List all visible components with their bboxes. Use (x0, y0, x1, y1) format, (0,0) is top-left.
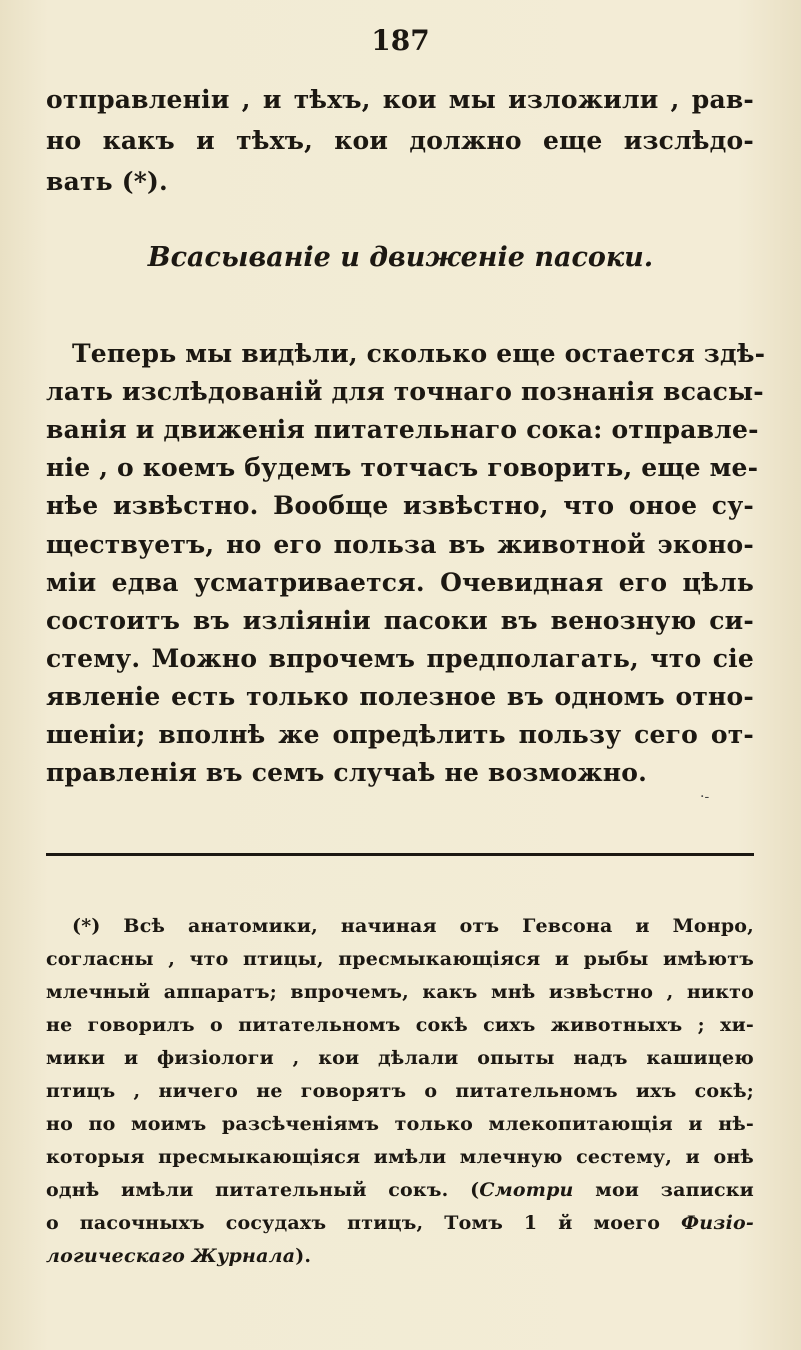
footnote-text: о пасочныхъ сосудахъ птицъ, Томъ 1 й моего (46, 1212, 661, 1234)
footnote-line: мики и физіологи , кои дѣлали опыты надъ кашицею (46, 1047, 754, 1069)
footnote-line (46, 1177, 754, 1203)
footnote-journal-italic: логическаго Журнала (46, 1245, 296, 1267)
text-line: отправленіи , и тѣхъ, кои мы изложили , рав- (46, 85, 754, 114)
paragraph-line: нѣе извѣстно. Вообще извѣстно, что оное су- (46, 491, 754, 520)
paragraph-line: шеніи; вполнѣ же опредѣлить пользу сего от- (46, 720, 754, 749)
footnote-line (46, 1243, 754, 1269)
footnote-line: которыя пресмыкающіяся имѣли млечную сестему, и онѣ (46, 1146, 754, 1168)
paragraph-line: ществуетъ, но его польза въ животной эконо- (46, 530, 754, 559)
page-number: 187 (371, 24, 430, 57)
footnote-text: мои записки (595, 1179, 754, 1201)
text-line: но какъ и тѣхъ, кои должно еще изслѣдо- (46, 126, 754, 155)
paragraph-line: Теперь мы видѣли, сколько еще остается здѣ- (72, 339, 766, 368)
footnote-journal-italic: Физіо- (681, 1212, 754, 1234)
section-heading: Всасываніе и движеніе пасоки. (147, 242, 654, 273)
footnote-line: птицъ , ничего не говорятъ о питательномъ ихъ сокѣ; (46, 1080, 754, 1102)
footnote-line: но по моимъ разсѣченіямъ только млекопитающія и нѣ- (46, 1113, 754, 1135)
footnote-line: (*) Всѣ анатомики, начиная отъ Гевсона и Монро, (72, 915, 754, 937)
footnote-text: однѣ имѣли питательный сокъ. (46, 1179, 449, 1201)
paragraph-line: лать изслѣдованій для точнаго познанія всасы- (46, 377, 764, 406)
paragraph-line: явленіе есть только полезное въ одномъ отно- (46, 682, 754, 711)
footnote-line: согласны , что птицы, пресмыкающіяся и рыбы имѣютъ (46, 948, 754, 970)
footnote-text: ). (295, 1245, 312, 1267)
paragraph-line: ніе , о коемъ будемъ тотчасъ говорить, еще ме- (46, 453, 759, 482)
ink-speck: ·‑ (700, 789, 710, 805)
paragraph-line: состоитъ въ изліяніи пасоки въ венозную си- (46, 606, 754, 635)
footnote-line: не говорилъ о питательномъ сокѣ сихъ животныхъ ; хи- (46, 1014, 754, 1036)
footnote-line: млечный аппаратъ; впрочемъ, какъ мнѣ извѣстно , никто (46, 981, 754, 1003)
footnote-see-italic: Смотри (479, 1179, 574, 1201)
paragraph-line: стему. Можно впрочемъ предполагать, что сіе (46, 644, 754, 673)
paragraph-line: ванія и движенія питательнаго сока: отправле- (46, 415, 759, 444)
footnote-line (46, 1210, 754, 1236)
footnote-paren: ( (470, 1179, 480, 1201)
paragraph-line: міи едва усматривается. Очевидная его цѣль (46, 568, 754, 597)
footnote-rule (46, 853, 754, 856)
paragraph-line: правленія въ семъ случаѣ не возможно. (46, 758, 648, 787)
text-line: вать (*). (46, 167, 168, 196)
